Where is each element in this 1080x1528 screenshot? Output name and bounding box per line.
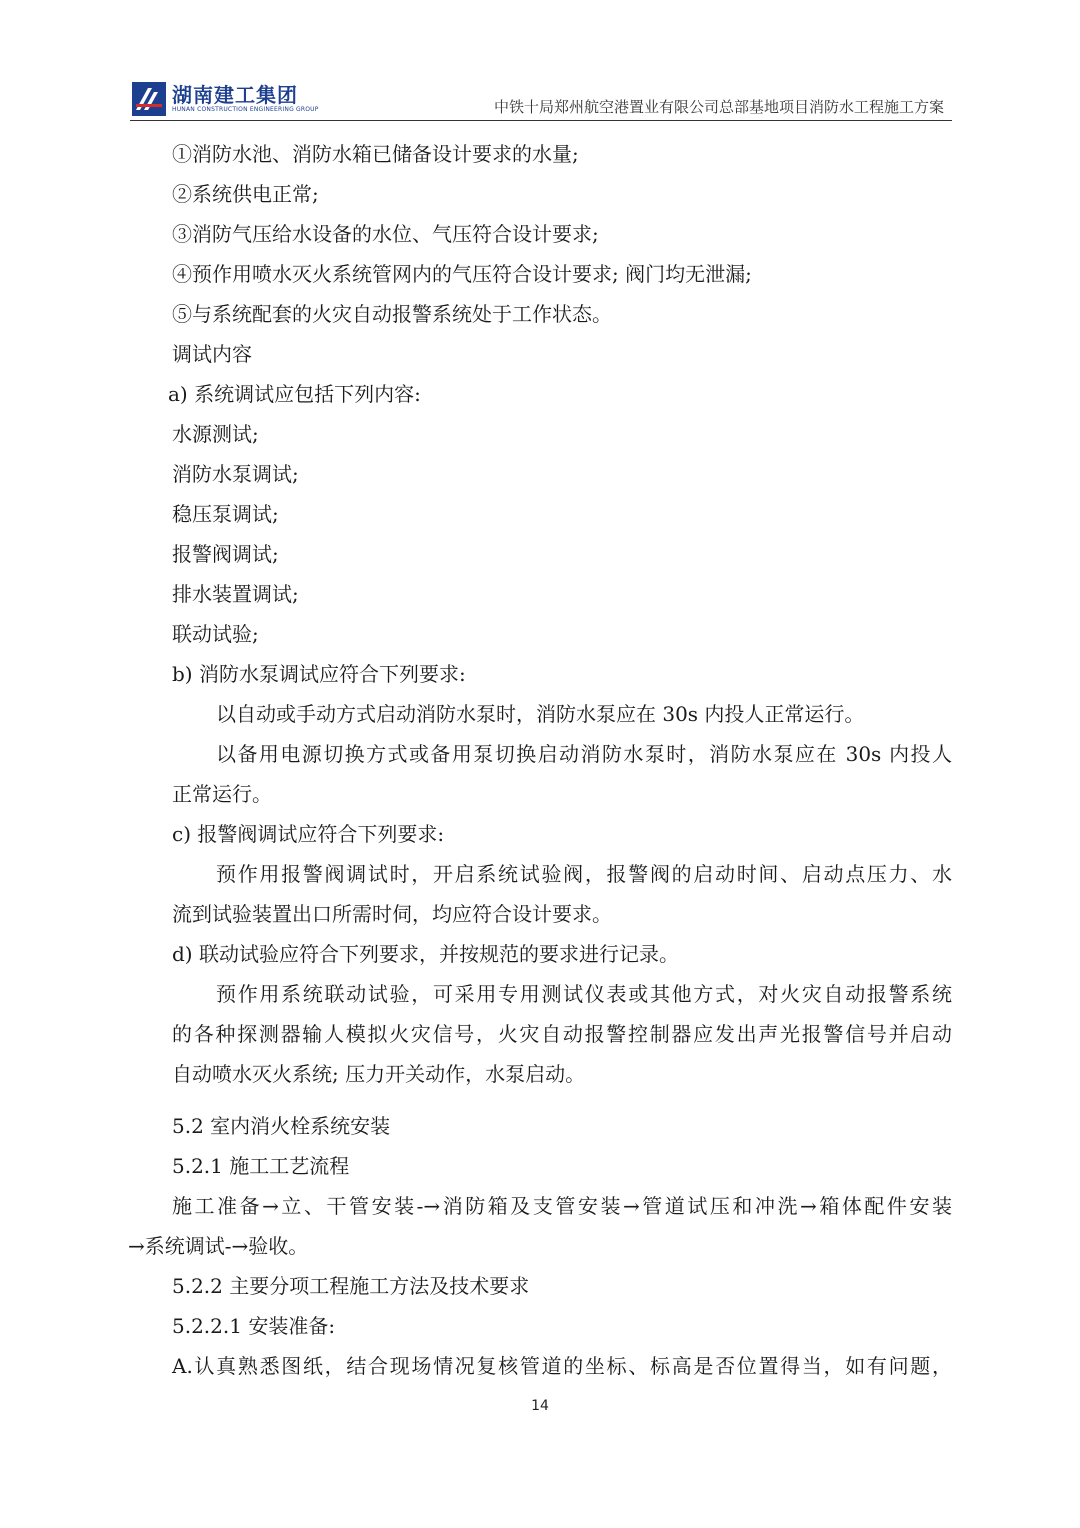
company-logo-icon [132,82,166,116]
document-title: 中铁十局郑州航空港置业有限公司总部基地项目消防水工程施工方案 [493,98,944,116]
body-line: 预作用系统联动试验，可采用专用测试仪表或其他方式，对火灾自动报警系统 [216,982,952,1006]
body-line: 流到试验装置出口所需时伺，均应符合设计要求。 [172,902,612,926]
list-item-heading: a) 系统调试应包括下列内容: [168,382,421,406]
body-line: 水源测试; [172,422,259,446]
logo-english-name: HUNAN CONSTRUCTION ENGINEERING GROUP [172,106,319,113]
body-line: ⑤与系统配套的火灾自动报警系统处于工作状态。 [172,302,612,326]
body-line: 的各种探测器输人模拟火灾信号，火灾自动报警控制器应发出声光报警信号并启动 [172,1022,952,1046]
list-item-heading: b) 消防水泵调试应符合下列要求: [172,662,466,686]
body-line: 以备用电源切换方式或备用泵切换启动消防水泵时，消防水泵应在 30s 内投人 [216,742,952,766]
company-logo [130,80,330,120]
body-line: A.认真熟悉图纸，结合现场情况复核管道的坐标、标高是否位置得当，如有问题， [172,1354,952,1378]
body-line: 联动试验; [172,622,259,646]
page-number: 14 [531,1398,549,1414]
section-heading: 5.2 室内消火栓系统安装 [172,1114,391,1138]
body-line: 报警阀调试; [172,542,279,566]
section-heading: 调试内容 [172,342,252,366]
body-line: 正常运行。 [172,782,272,806]
body-line: 自动喷水灭火系统; 压力开关动作，水泵启动。 [172,1062,586,1086]
body-line: 预作用报警阀调试时，开启系统试验阀，报警阀的启动时间、启动点压力、水 [216,862,952,886]
body-line: 稳压泵调试; [172,502,279,526]
header-divider [130,120,952,121]
body-line: 以自动或手动方式启动消防水泵时，消防水泵应在 30s 内投人正常运行。 [216,702,865,726]
list-item-heading: c) 报警阀调试应符合下列要求: [172,822,445,846]
body-line: 施工准备→立、干管安装-→消防箱及支管安装→管道试压和冲洗→箱体配件安装 [172,1194,952,1218]
page-header [130,76,952,122]
body-line: ④预作用喷水灭火系统管网内的气压符合设计要求; 阀门均无泄漏; [172,262,752,286]
logo-chinese-name: 湖南建工集团 [172,83,298,107]
body-line: ①消防水池、消防水箱已储备设计要求的水量; [172,142,579,166]
body-line: ③消防气压给水设备的水位、气压符合设计要求; [172,222,599,246]
list-item-heading: d) 联动试验应符合下列要求，并按规范的要求进行记录。 [172,942,679,966]
subsection-heading: 5.2.2 主要分项工程施工方法及技术要求 [172,1274,530,1298]
body-line: 消防水泵调试; [172,462,299,486]
body-line: →系统调试-→验收。 [128,1234,309,1258]
body-line: 排水装置调试; [172,582,299,606]
body-line: ②系统供电正常; [172,182,319,206]
subsection-heading: 5.2.2.1 安装准备: [172,1314,336,1338]
subsection-heading: 5.2.1 施工工艺流程 [172,1154,350,1178]
